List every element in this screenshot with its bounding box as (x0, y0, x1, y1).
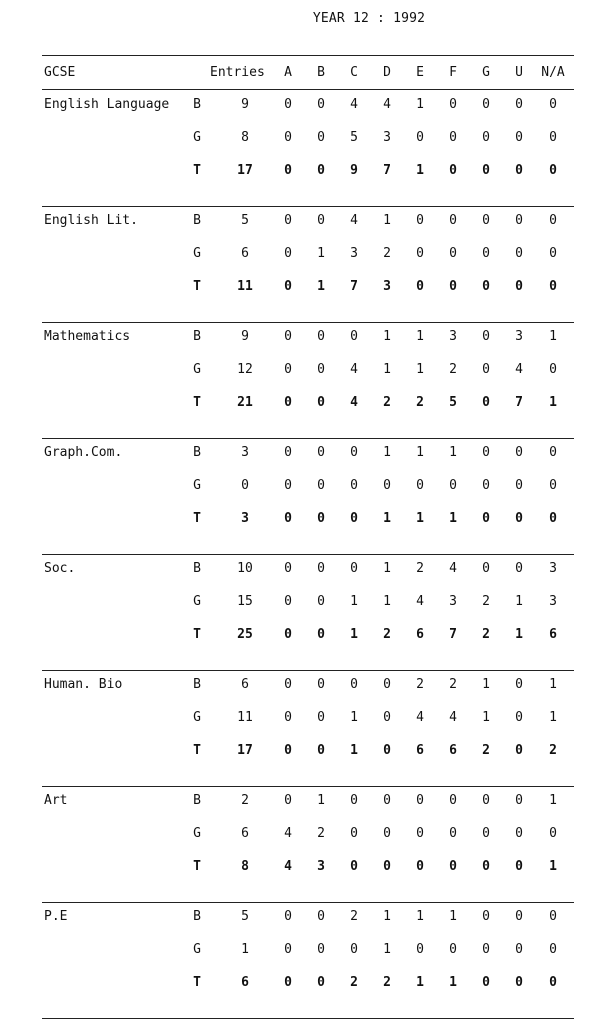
grade-value: 1 (515, 627, 523, 642)
grade-value: 1 (515, 594, 523, 609)
row-label: T (193, 163, 201, 178)
grade-value: 0 (515, 163, 523, 178)
grade-value: 0 (482, 942, 490, 957)
grade-value: 6 (549, 627, 557, 642)
header-grade-C: C (350, 65, 358, 80)
row-label: B (193, 329, 201, 344)
row-label: T (193, 859, 201, 874)
grade-value: 6 (416, 627, 424, 642)
header-grade-F: F (449, 65, 457, 80)
grade-value: 0 (317, 909, 325, 924)
grade-value: 0 (449, 942, 457, 957)
grade-value: 0 (284, 561, 292, 576)
grade-value: 0 (482, 511, 490, 526)
grade-value: 0 (515, 478, 523, 493)
grade-value: 0 (317, 362, 325, 377)
grade-value: 0 (515, 975, 523, 990)
row-label: G (193, 130, 201, 145)
grade-value: 0 (416, 279, 424, 294)
grade-value: 0 (482, 279, 490, 294)
grade-value: 2 (383, 975, 391, 990)
grade-value: 0 (515, 511, 523, 526)
grade-value: 4 (515, 362, 523, 377)
grade-value: 0 (350, 511, 358, 526)
row-label: B (193, 909, 201, 924)
subject-name: Graph.Com. (44, 445, 123, 460)
grade-value: 0 (449, 213, 457, 228)
entries-value: 11 (237, 279, 253, 294)
grade-value: 0 (449, 97, 457, 112)
grade-value: 3 (549, 594, 557, 609)
grade-value: 0 (449, 859, 457, 874)
grade-value: 2 (350, 909, 358, 924)
grade-value: 0 (482, 909, 490, 924)
grade-value: 0 (482, 130, 490, 145)
grade-value: 0 (284, 246, 292, 261)
grade-value: 1 (449, 975, 457, 990)
page-title-text: YEAR 12 : 1992 (312, 11, 426, 26)
row-label: G (193, 362, 201, 377)
grade-value: 2 (383, 395, 391, 410)
grade-value: 1 (549, 710, 557, 725)
grade-value: 0 (416, 826, 424, 841)
grade-value: 0 (549, 97, 557, 112)
grade-value: 0 (515, 826, 523, 841)
grade-value: 0 (482, 213, 490, 228)
grade-value: 0 (317, 942, 325, 957)
grade-value: 0 (284, 793, 292, 808)
page-title (0, 11, 600, 26)
section-divider (42, 554, 574, 555)
grade-value: 4 (449, 710, 457, 725)
grade-value: 0 (515, 710, 523, 725)
header-bottom-rule (42, 89, 574, 90)
subject-name: English Language (44, 97, 170, 112)
row-label: G (193, 594, 201, 609)
grade-value: 1 (350, 627, 358, 642)
grade-value: 2 (416, 395, 424, 410)
header-grade-G: G (482, 65, 490, 80)
grade-value: 1 (416, 445, 424, 460)
entries-value: 10 (237, 561, 253, 576)
row-label: B (193, 793, 201, 808)
grade-value: 0 (284, 395, 292, 410)
grade-value: 0 (383, 710, 391, 725)
grade-value: 1 (416, 511, 424, 526)
grade-value: 0 (416, 213, 424, 228)
grade-value: 0 (449, 130, 457, 145)
grade-value: 1 (383, 511, 391, 526)
grade-value: 0 (383, 677, 391, 692)
row-label: T (193, 279, 201, 294)
grade-value: 0 (549, 511, 557, 526)
entries-value: 17 (237, 163, 253, 178)
grade-value: 1 (383, 213, 391, 228)
grade-value: 0 (482, 395, 490, 410)
grade-value: 0 (284, 942, 292, 957)
grade-value: 0 (515, 561, 523, 576)
grade-value: 0 (549, 909, 557, 924)
row-label: T (193, 743, 201, 758)
grade-value: 0 (449, 793, 457, 808)
grade-value: 0 (284, 975, 292, 990)
grade-value: 0 (482, 859, 490, 874)
grade-value: 0 (383, 826, 391, 841)
grade-value: 0 (482, 246, 490, 261)
grade-value: 0 (284, 445, 292, 460)
entries-value: 6 (241, 246, 249, 261)
entries-value: 8 (241, 859, 249, 874)
grade-value: 1 (416, 362, 424, 377)
entries-value: 8 (241, 130, 249, 145)
grade-value: 0 (284, 163, 292, 178)
grade-value: 0 (350, 826, 358, 841)
header-top-rule (42, 55, 574, 56)
grade-value: 2 (482, 594, 490, 609)
row-label: T (193, 627, 201, 642)
grade-value: 2 (416, 561, 424, 576)
grade-value: 3 (515, 329, 523, 344)
grade-value: 1 (383, 362, 391, 377)
header-grade-A: A (284, 65, 292, 80)
grade-value: 0 (515, 246, 523, 261)
grade-value: 0 (482, 362, 490, 377)
row-label: T (193, 975, 201, 990)
grade-value: 4 (350, 97, 358, 112)
grade-value: 0 (482, 163, 490, 178)
entries-value: 1 (241, 942, 249, 957)
entries-value: 3 (241, 445, 249, 460)
entries-value: 5 (241, 909, 249, 924)
grade-value: 0 (284, 511, 292, 526)
grade-value: 1 (549, 793, 557, 808)
subject-name: P.E (44, 909, 68, 924)
grade-value: 0 (284, 329, 292, 344)
grade-value: 1 (416, 163, 424, 178)
grade-value: 0 (317, 213, 325, 228)
grade-value: 0 (515, 859, 523, 874)
grade-value: 0 (317, 975, 325, 990)
grade-value: 3 (383, 130, 391, 145)
grade-value: 4 (284, 826, 292, 841)
grade-value: 1 (350, 743, 358, 758)
grade-value: 1 (449, 511, 457, 526)
grade-value: 0 (284, 130, 292, 145)
header-grade-E: E (416, 65, 424, 80)
entries-value: 6 (241, 975, 249, 990)
grade-value: 4 (350, 213, 358, 228)
grade-value: 0 (284, 478, 292, 493)
grade-value: 4 (350, 362, 358, 377)
grade-value: 4 (416, 710, 424, 725)
grade-value: 0 (515, 942, 523, 957)
entries-value: 17 (237, 743, 253, 758)
grade-value: 6 (416, 743, 424, 758)
grade-value: 0 (482, 826, 490, 841)
grade-value: 0 (416, 859, 424, 874)
row-label: G (193, 942, 201, 957)
grade-value: 0 (549, 826, 557, 841)
section-divider (42, 670, 574, 671)
grade-value: 1 (383, 561, 391, 576)
grade-value: 0 (549, 942, 557, 957)
grade-value: 2 (482, 627, 490, 642)
grade-value: 0 (449, 163, 457, 178)
entries-value: 12 (237, 362, 253, 377)
grade-value: 7 (449, 627, 457, 642)
grade-value: 0 (482, 793, 490, 808)
entries-value: 2 (241, 793, 249, 808)
entries-value: 5 (241, 213, 249, 228)
grade-value: 1 (449, 909, 457, 924)
grade-value: 0 (317, 743, 325, 758)
entries-value: 0 (241, 478, 249, 493)
grade-value: 0 (515, 909, 523, 924)
grade-value: 0 (317, 478, 325, 493)
grade-value: 0 (350, 859, 358, 874)
entries-value: 3 (241, 511, 249, 526)
grade-value: 5 (350, 130, 358, 145)
grade-value: 2 (549, 743, 557, 758)
grade-value: 0 (515, 793, 523, 808)
grade-value: 0 (482, 975, 490, 990)
grade-value: 1 (549, 677, 557, 692)
row-label: B (193, 561, 201, 576)
grade-value: 0 (549, 362, 557, 377)
grade-value: 7 (515, 395, 523, 410)
grade-value: 1 (383, 329, 391, 344)
grade-value: 0 (317, 677, 325, 692)
grade-value: 0 (284, 279, 292, 294)
grade-value: 0 (317, 97, 325, 112)
row-label: B (193, 213, 201, 228)
grade-value: 3 (549, 561, 557, 576)
entries-value: 6 (241, 677, 249, 692)
entries-value: 9 (241, 97, 249, 112)
subject-name: Human. Bio (44, 677, 123, 692)
row-label: T (193, 395, 201, 410)
grade-value: 1 (383, 909, 391, 924)
grade-value: 3 (383, 279, 391, 294)
grade-value: 0 (317, 511, 325, 526)
grade-value: 0 (416, 246, 424, 261)
grade-value: 1 (549, 395, 557, 410)
grade-value: 4 (350, 395, 358, 410)
grade-value: 0 (449, 279, 457, 294)
grade-value: 0 (284, 362, 292, 377)
entries-value: 9 (241, 329, 249, 344)
grade-value: 0 (350, 445, 358, 460)
grade-value: 0 (515, 130, 523, 145)
grade-value: 1 (482, 710, 490, 725)
grade-value: 0 (416, 793, 424, 808)
grade-value: 1 (317, 793, 325, 808)
section-divider (42, 786, 574, 787)
entries-value: 15 (237, 594, 253, 609)
grade-value: 3 (449, 329, 457, 344)
grade-value: 0 (549, 279, 557, 294)
grade-value: 0 (482, 329, 490, 344)
entries-value: 21 (237, 395, 253, 410)
grade-value: 0 (317, 561, 325, 576)
grade-value: 1 (416, 329, 424, 344)
header-grade-U: U (515, 65, 523, 80)
row-label: G (193, 826, 201, 841)
grade-value: 1 (449, 445, 457, 460)
grade-value: 0 (317, 445, 325, 460)
grade-value: 0 (350, 329, 358, 344)
grade-value: 0 (549, 130, 557, 145)
grade-value: 0 (350, 478, 358, 493)
grade-value: 4 (416, 594, 424, 609)
grade-value: 0 (549, 213, 557, 228)
grade-value: 2 (350, 975, 358, 990)
grade-value: 0 (416, 942, 424, 957)
row-label: G (193, 478, 201, 493)
grade-value: 0 (449, 246, 457, 261)
grade-value: 0 (284, 909, 292, 924)
grade-value: 0 (284, 677, 292, 692)
grade-value: 0 (383, 478, 391, 493)
grade-value: 0 (449, 478, 457, 493)
grade-value: 1 (416, 975, 424, 990)
grade-value: 1 (383, 594, 391, 609)
grade-value: 0 (350, 677, 358, 692)
grade-value: 7 (350, 279, 358, 294)
grade-value: 0 (317, 594, 325, 609)
grade-value: 3 (449, 594, 457, 609)
grade-value: 0 (350, 561, 358, 576)
row-label: B (193, 677, 201, 692)
grade-value: 0 (383, 793, 391, 808)
grade-value: 9 (350, 163, 358, 178)
grade-value: 1 (350, 594, 358, 609)
grade-value: 0 (416, 130, 424, 145)
header-gcse: GCSE (44, 65, 76, 80)
grade-value: 0 (515, 97, 523, 112)
grade-value: 1 (383, 445, 391, 460)
grade-value: 0 (284, 213, 292, 228)
grade-value: 5 (449, 395, 457, 410)
grade-value: 1 (317, 279, 325, 294)
grade-value: 0 (284, 627, 292, 642)
grade-value: 0 (317, 329, 325, 344)
grade-value: 0 (549, 445, 557, 460)
grade-value: 4 (284, 859, 292, 874)
grade-value: 1 (383, 942, 391, 957)
grade-value: 1 (416, 97, 424, 112)
entries-value: 6 (241, 826, 249, 841)
row-label: G (193, 246, 201, 261)
subject-name: Art (44, 793, 68, 808)
grade-value: 0 (317, 130, 325, 145)
grade-value: 0 (515, 677, 523, 692)
grade-value: 0 (350, 942, 358, 957)
grade-value: 0 (482, 478, 490, 493)
row-label: B (193, 97, 201, 112)
grade-value: 0 (317, 710, 325, 725)
grade-value: 2 (449, 677, 457, 692)
grade-value: 0 (284, 97, 292, 112)
grade-value: 0 (515, 743, 523, 758)
row-label: G (193, 710, 201, 725)
grade-value: 0 (317, 163, 325, 178)
grade-value: 0 (549, 478, 557, 493)
grade-value: 0 (416, 478, 424, 493)
grade-value: 2 (449, 362, 457, 377)
grade-value: 3 (317, 859, 325, 874)
grade-value: 0 (482, 97, 490, 112)
grade-value: 2 (383, 246, 391, 261)
header-grade-NA: N/A (541, 65, 565, 80)
grade-value: 1 (350, 710, 358, 725)
grade-value: 0 (549, 163, 557, 178)
grade-value: 2 (482, 743, 490, 758)
grade-value: 6 (449, 743, 457, 758)
grade-value: 0 (515, 213, 523, 228)
grade-value: 4 (449, 561, 457, 576)
grade-value: 0 (549, 975, 557, 990)
grade-value: 1 (317, 246, 325, 261)
grade-value: 1 (416, 909, 424, 924)
row-label: B (193, 445, 201, 460)
entries-value: 25 (237, 627, 253, 642)
grade-value: 0 (350, 793, 358, 808)
grade-value: 1 (482, 677, 490, 692)
subject-name: Soc. (44, 561, 76, 576)
section-divider (42, 206, 574, 207)
header-grade-B: B (317, 65, 325, 80)
grade-value: 0 (317, 627, 325, 642)
grade-value: 3 (350, 246, 358, 261)
grade-value: 0 (515, 445, 523, 460)
grade-value: 0 (383, 743, 391, 758)
subject-name: Mathematics (44, 329, 131, 344)
section-divider (42, 322, 574, 323)
grade-value: 0 (549, 246, 557, 261)
header-entries: Entries (210, 65, 265, 80)
grade-value: 2 (383, 627, 391, 642)
grade-value: 1 (549, 859, 557, 874)
grade-value: 1 (549, 329, 557, 344)
grade-value: 0 (449, 826, 457, 841)
grade-value: 0 (482, 445, 490, 460)
row-label: T (193, 511, 201, 526)
grade-value: 7 (383, 163, 391, 178)
grade-value: 2 (416, 677, 424, 692)
grade-value: 0 (317, 395, 325, 410)
section-divider (42, 902, 574, 903)
grade-value: 0 (284, 710, 292, 725)
grade-value: 4 (383, 97, 391, 112)
grade-value: 0 (284, 743, 292, 758)
grade-value: 0 (284, 594, 292, 609)
header-grade-D: D (383, 65, 391, 80)
subject-name: English Lit. (44, 213, 138, 228)
grade-value: 0 (515, 279, 523, 294)
entries-value: 11 (237, 710, 253, 725)
section-divider (42, 438, 574, 439)
grade-value: 0 (383, 859, 391, 874)
grade-value: 0 (482, 561, 490, 576)
grade-value: 2 (317, 826, 325, 841)
